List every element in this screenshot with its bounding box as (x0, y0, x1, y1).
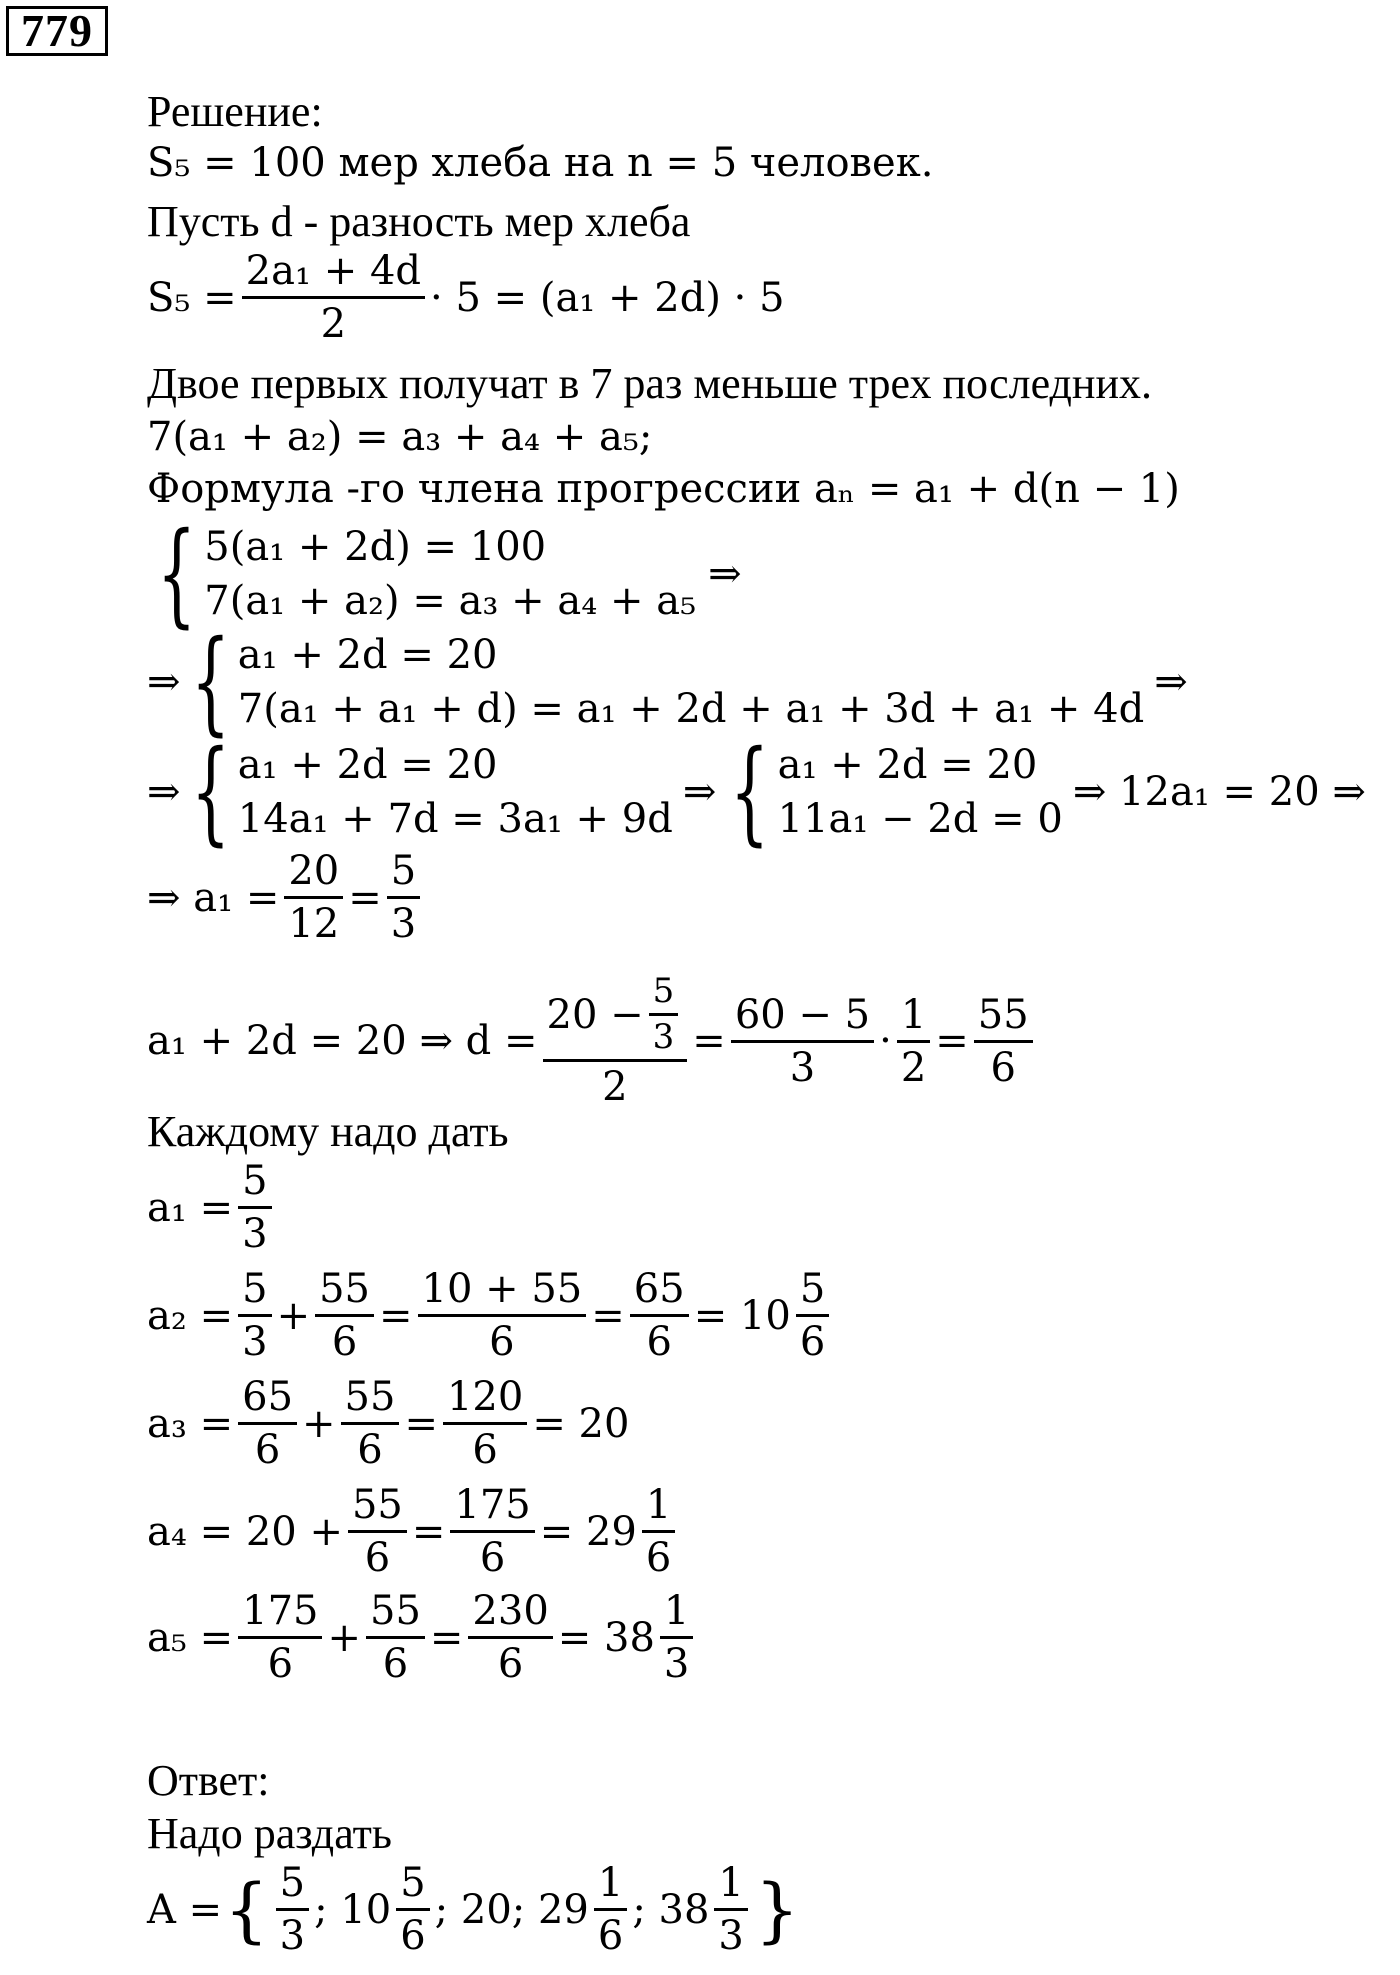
set-separator: ; 10 (314, 1886, 392, 1933)
term-lhs: a₄ = 20 + (147, 1508, 343, 1555)
implies-sign: ⇒ (147, 659, 181, 705)
fraction-denominator: 2 (900, 1044, 927, 1091)
implies-sign: ⇒ (708, 551, 742, 597)
a4-line (147, 1482, 680, 1581)
fraction-numerator: 1 (660, 1588, 693, 1639)
fraction (276, 1860, 309, 1959)
fraction-denominator: 3 (390, 901, 417, 947)
fraction-numerator: 5 (649, 972, 679, 1016)
fraction (450, 1482, 534, 1581)
fraction-denominator: 6 (489, 1319, 515, 1365)
fraction-numerator: 5 (238, 1158, 271, 1209)
fraction-denominator: 12 (288, 901, 340, 947)
s5-statement: S₅ = 100 мер хлеба на n = 5 человек. (147, 140, 934, 186)
implies-sign: ⇒ (682, 769, 717, 815)
dot-sign: · (879, 1018, 892, 1065)
fraction-numerator: 65 (630, 1266, 689, 1317)
term-lhs: a₁ = (147, 1184, 234, 1231)
fraction (396, 1860, 429, 1959)
fraction-denominator: 2 (602, 1064, 628, 1111)
fraction (974, 992, 1033, 1091)
term-lhs: a₃ = (147, 1400, 234, 1447)
fraction-denominator: 3 (242, 1211, 268, 1257)
fraction-denominator: 2 (320, 301, 347, 347)
fraction-numerator: 55 (348, 1482, 407, 1533)
system-1 (147, 509, 742, 639)
numerator-text: 20 − (546, 991, 644, 1038)
fraction-numerator: 1 (714, 1860, 747, 1911)
fraction-denominator: 6 (479, 1535, 506, 1581)
fraction-denominator: 3 (718, 1913, 744, 1959)
fraction (341, 1374, 400, 1473)
fraction-numerator: 120 (443, 1374, 527, 1425)
fraction (238, 1374, 297, 1473)
equals-sign: = (404, 1400, 438, 1447)
fraction (348, 1482, 407, 1581)
fraction-numerator: 175 (238, 1588, 322, 1639)
fraction-denominator: 3 (242, 1319, 268, 1365)
equals-sign: = (692, 1018, 726, 1065)
fraction (238, 1266, 271, 1365)
fraction (731, 992, 874, 1091)
system-row: a₁ + 2d = 20 (237, 742, 498, 788)
fraction (238, 1588, 322, 1687)
fraction-numerator: 1 (642, 1482, 675, 1533)
fraction-denominator: 3 (663, 1641, 690, 1687)
fraction (366, 1588, 425, 1687)
equals-sign: = (348, 874, 382, 921)
mixed-whole: = 38 (557, 1614, 655, 1661)
system-3 (147, 727, 1366, 857)
fraction-numerator: 55 (366, 1588, 425, 1639)
implies-sign: ⇒ (147, 769, 181, 815)
fraction (660, 1588, 693, 1687)
a1-equation: ⇒ 12a₁ = 20 ⇒ (1072, 769, 1366, 815)
a2-line (147, 1266, 834, 1365)
a1-line (147, 1158, 277, 1257)
set-lhs: A = (147, 1886, 223, 1933)
equals-sign: = (411, 1508, 446, 1555)
fraction-denominator: 6 (990, 1044, 1016, 1091)
system-row: 11a₁ − 2d = 0 (777, 796, 1063, 842)
term-result: = 20 (532, 1400, 630, 1447)
equals-sign: = (429, 1614, 464, 1661)
s5-fraction (242, 248, 425, 347)
fraction-numerator: 2a₁ + 4d (242, 248, 425, 299)
fraction (238, 1158, 271, 1257)
s5-formula (147, 248, 785, 347)
fraction-denominator: 6 (646, 1319, 672, 1365)
plus-sign: + (327, 1614, 361, 1661)
plus-sign: + (276, 1292, 311, 1339)
system-row: a₁ + 2d = 20 (237, 632, 498, 678)
fraction-denominator: 6 (254, 1427, 281, 1473)
term-lhs: a₅ = (147, 1614, 234, 1661)
fraction-denominator: 3 (789, 1044, 816, 1091)
close-brace-icon: } (754, 1868, 800, 1951)
fraction (443, 1374, 527, 1473)
sum-equation: 7(a₁ + a₂) = a₃ + a₄ + a₅; (147, 414, 653, 460)
answer-text: Надо раздать (147, 1809, 392, 1858)
nested-fraction (649, 972, 679, 1057)
fraction-denominator: 6 (400, 1913, 426, 1959)
fraction (387, 848, 420, 947)
fraction-numerator: 1 (897, 992, 930, 1043)
fraction-numerator: 5 (276, 1860, 309, 1911)
fraction-numerator: 55 (341, 1374, 400, 1425)
fraction (897, 992, 930, 1091)
equals-sign: = (591, 1292, 625, 1339)
fraction-numerator: 10 + 55 (418, 1266, 587, 1317)
mixed-whole: = 10 (693, 1292, 791, 1339)
fraction-denominator: 6 (597, 1913, 624, 1959)
a1-calculation (147, 848, 425, 947)
set-separator: ; 38 (632, 1886, 710, 1933)
d-lhs: a₁ + 2d = 20 ⇒ d = (147, 1018, 538, 1065)
open-brace-icon: { (224, 1868, 269, 1951)
fraction (642, 1482, 675, 1581)
fraction-numerator: 65 (238, 1374, 297, 1425)
system-row: 14a₁ + 7d = 3a₁ + 9d (237, 796, 673, 842)
solution-label: Решение: (147, 87, 323, 136)
a5-line (147, 1588, 698, 1687)
fraction (714, 1860, 747, 1959)
fraction-numerator: 55 (315, 1266, 374, 1317)
problem-number: 779 (6, 6, 108, 56)
implies-sign: ⇒ (1154, 659, 1188, 705)
fraction-denominator: 6 (331, 1319, 358, 1365)
equals-sign: = (935, 1018, 969, 1065)
fraction-numerator: 60 − 5 (731, 992, 874, 1043)
fraction-numerator: 5 (796, 1266, 829, 1317)
answer-label: Ответ: (147, 1756, 270, 1805)
brace-icon: { (730, 727, 770, 857)
fraction (543, 972, 688, 1110)
condition-statement: Двое первых получат в 7 раз меньше трех последних. (147, 359, 1152, 408)
brace-icon: { (190, 727, 230, 857)
fraction-denominator: 6 (799, 1319, 826, 1365)
fraction-denominator: 3 (652, 1017, 675, 1058)
system-2 (147, 617, 1188, 747)
equals-sign: = (379, 1292, 413, 1339)
brace-icon: { (190, 617, 230, 747)
d-calculation (147, 972, 1038, 1110)
fraction-denominator: 6 (472, 1427, 498, 1473)
fraction-numerator: 20 (284, 848, 343, 899)
fraction-denominator: 6 (267, 1641, 294, 1687)
fraction-numerator: 230 (468, 1588, 552, 1639)
s5-rhs: · 5 = (a₁ + 2d) · 5 (430, 274, 785, 321)
fraction-denominator: 6 (364, 1535, 391, 1581)
fraction-denominator: 6 (357, 1427, 383, 1473)
d-definition: Пусть d - разность мер хлеба (147, 197, 691, 246)
fraction-numerator: 55 (974, 992, 1033, 1043)
answer-set (147, 1860, 799, 1959)
a3-line (147, 1374, 629, 1473)
system-row: 7(a₁ + a₂) = a₃ + a₄ + a₅ (204, 578, 697, 624)
mixed-whole: = 29 (539, 1508, 637, 1555)
a1-lhs: ⇒ a₁ = (147, 874, 280, 921)
fraction (594, 1860, 627, 1959)
fraction (418, 1266, 587, 1365)
fraction-numerator: 1 (594, 1860, 627, 1911)
term-lhs: a₂ = (147, 1292, 234, 1339)
system-row: 7(a₁ + a₁ + d) = a₁ + 2d + a₁ + 3d + a₁ + 4d (237, 686, 1145, 732)
give-label: Каждому надо дать (147, 1107, 509, 1156)
brace-icon: { (157, 509, 197, 639)
fraction-numerator: 175 (450, 1482, 534, 1533)
fraction-numerator: 5 (396, 1860, 429, 1911)
system-row: 5(a₁ + 2d) = 100 (204, 524, 547, 570)
fraction-denominator: 6 (497, 1641, 524, 1687)
fraction-denominator: 3 (279, 1913, 306, 1959)
fraction-denominator: 6 (645, 1535, 672, 1581)
fraction-numerator: 5 (238, 1266, 271, 1317)
fraction-numerator: 5 (387, 848, 420, 899)
fraction-denominator: 6 (382, 1641, 409, 1687)
plus-sign: + (302, 1400, 336, 1447)
fraction-numerator (543, 972, 688, 1062)
s5-lhs: S₅ = (147, 274, 237, 321)
fraction (796, 1266, 829, 1365)
fraction (284, 848, 343, 947)
nth-term-formula: Формула -го члена прогрессии aₙ = a₁ + d(n − 1) (147, 466, 1180, 512)
fraction (315, 1266, 374, 1365)
fraction (630, 1266, 689, 1365)
system-row: a₁ + 2d = 20 (777, 742, 1038, 788)
fraction (468, 1588, 552, 1687)
set-separator: ; 20; 29 (434, 1886, 589, 1933)
